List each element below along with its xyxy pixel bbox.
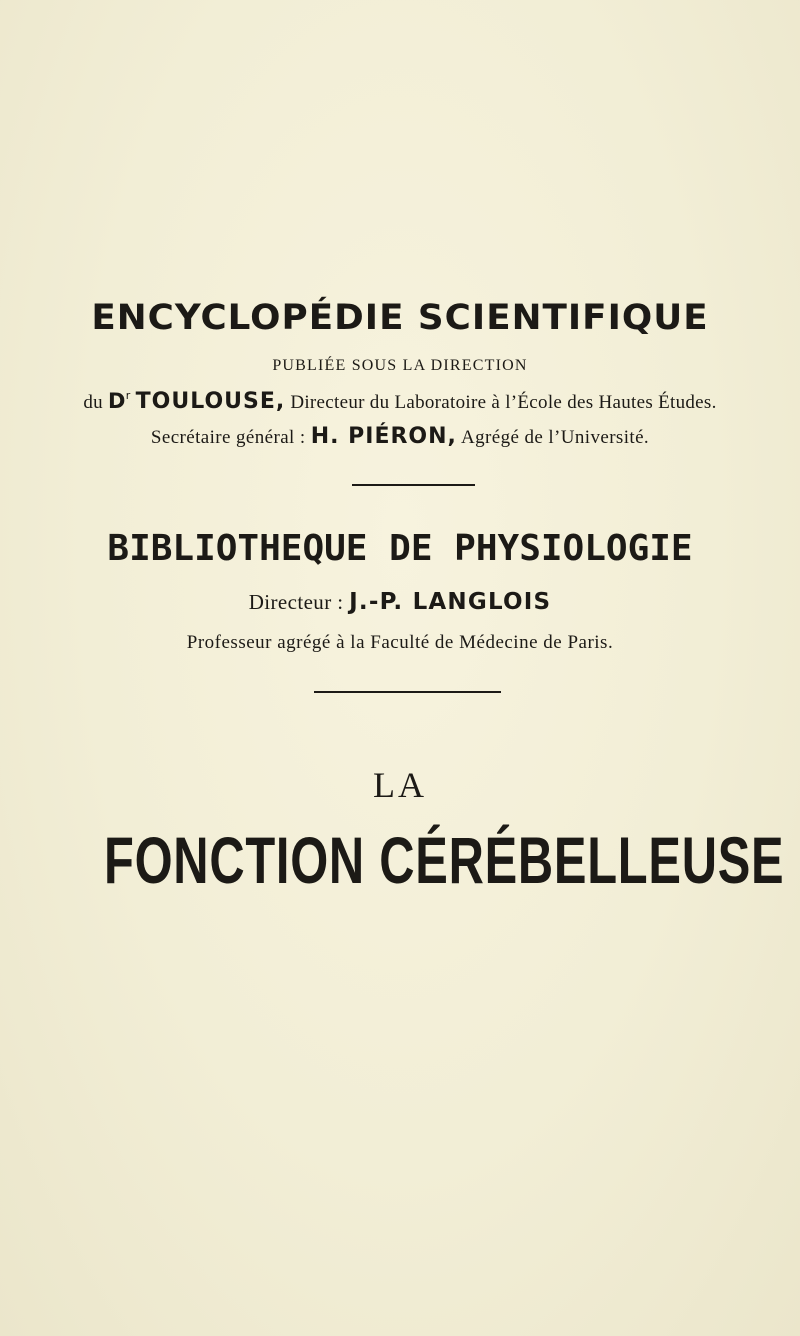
director-honorific: $D^r$: [108, 389, 131, 413]
library-director-line: [0, 589, 800, 615]
book-title-article: LA: [373, 765, 427, 805]
library-title: BIBLIOTHEQUE DE PHYSIOLOGIE: [107, 528, 693, 569]
secretary-line: [0, 424, 800, 449]
secretary-role: Agrégé de l’Université.: [461, 427, 650, 448]
divider-rule: [314, 691, 501, 693]
library-director-name: J.-P. LANGLOIS: [349, 589, 552, 615]
divider-rule: [352, 484, 475, 486]
director-name: TOULOUSE,: [135, 389, 286, 414]
series-title: ENCYCLOPÉDIE SCIENTIFIQUE: [91, 298, 709, 338]
book-title: FONCTION CÉRÉBELLEUSE: [104, 823, 785, 897]
director-role: Directeur du Laboratoire à l’École des Hautes Études.: [290, 392, 717, 413]
published-under-label: PUBLIÉE SOUS LA DIRECTION: [272, 357, 528, 374]
secretary-name: H. PIÉRON,: [310, 424, 457, 449]
library-director-role: Professeur agrégé à la Faculté de Médecine de Paris.: [186, 632, 614, 653]
series-director-line: [0, 389, 800, 414]
library-director-label: Directeur :: [248, 590, 344, 614]
secretary-label: Secrétaire général :: [150, 427, 306, 448]
director-prefix: du: [83, 392, 103, 413]
